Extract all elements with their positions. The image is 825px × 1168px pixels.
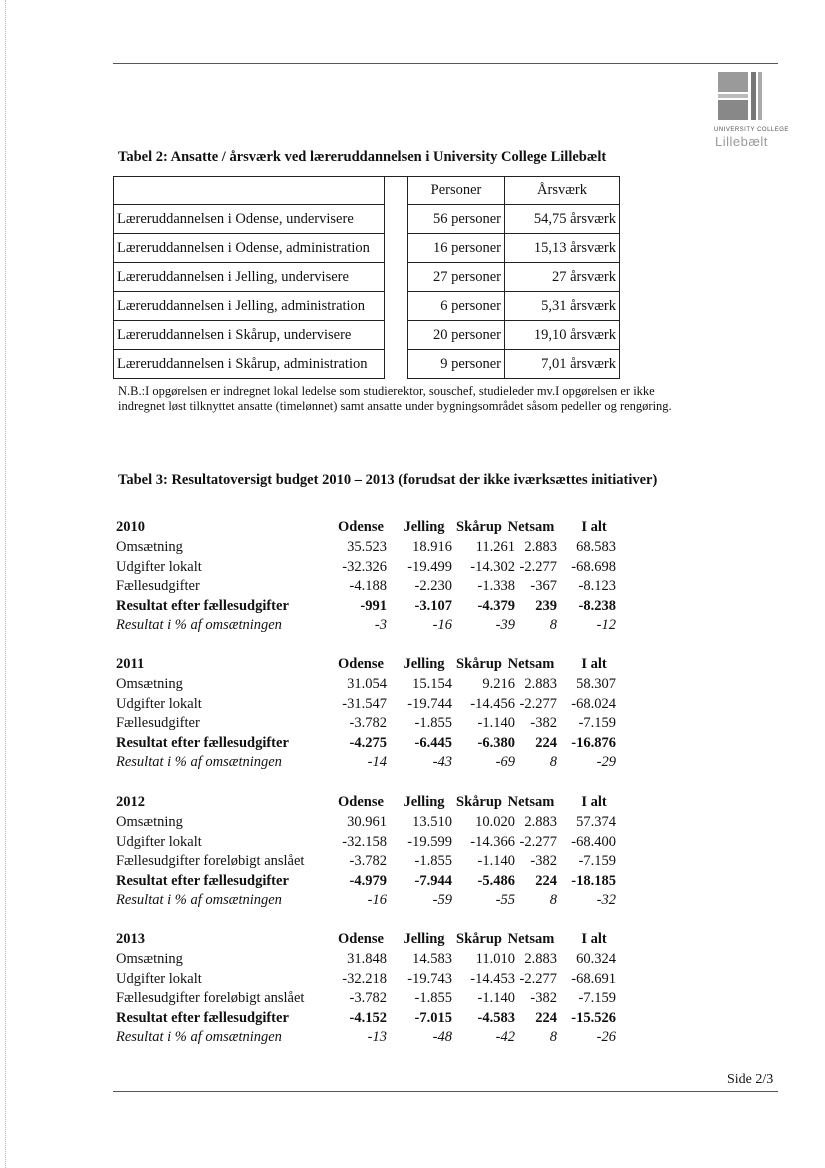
row-persons: 20 personer (408, 321, 505, 350)
column-header: Netsam (507, 656, 555, 672)
table-row (114, 205, 620, 234)
cell-value: -32.158 (342, 833, 387, 850)
cell-value: 60.324 (576, 951, 616, 967)
cell-value: -3.107 (414, 597, 452, 614)
cell-value: -32.326 (342, 558, 387, 575)
table-row (116, 890, 626, 910)
cell-value: -2.277 (519, 970, 557, 987)
table-row (116, 1027, 626, 1047)
table-row (116, 615, 626, 635)
cell-value: -68.024 (571, 695, 616, 712)
table-row (116, 988, 626, 1008)
cell-value: -26 (596, 1029, 616, 1046)
cell-value: -14.453 (470, 970, 515, 987)
row-fte: 5,31 årsværk (505, 292, 620, 321)
cell-value: -68.691 (571, 970, 616, 987)
cell-value: 18.916 (412, 539, 452, 555)
cell-value: -3 (374, 617, 387, 634)
cell-value: -14 (367, 754, 387, 771)
table-row (116, 713, 626, 733)
cell-value: 10.020 (475, 814, 515, 830)
year-header-row (116, 929, 626, 949)
row-fte: 7,01 årsværk (505, 350, 620, 379)
cell-value: -14.302 (470, 558, 515, 575)
row-label: Læreruddannelsen i Skårup, administration (114, 350, 385, 379)
cell-value: 224 (535, 1009, 557, 1026)
header-personer: Personer (408, 177, 505, 205)
cell-value: -16.876 (571, 734, 616, 751)
row-fte: 27 årsværk (505, 263, 620, 292)
year-label: 2011 (116, 656, 145, 672)
row-label: Resultat i % af omsætningen (116, 617, 282, 634)
table-row (116, 557, 626, 577)
column-header: Jelling (403, 931, 445, 947)
cell-value: 8 (549, 892, 557, 909)
column-header: I alt (581, 931, 607, 947)
column-header: Odense (338, 794, 384, 810)
cell-value: -3.782 (349, 990, 387, 1007)
row-label: Udgifter lokalt (116, 970, 202, 987)
cell-value: -2.277 (519, 695, 557, 712)
cell-value: -1.855 (414, 853, 452, 870)
cell-value: 224 (535, 872, 557, 889)
column-header: Skårup (456, 519, 502, 535)
cell-value: -1.338 (477, 578, 515, 595)
row-persons: 9 personer (408, 350, 505, 379)
year-label: 2013 (116, 931, 145, 947)
cell-value: -68.400 (571, 833, 616, 850)
cell-value: -1.140 (477, 853, 515, 870)
cell-value: -69 (495, 754, 515, 771)
cell-value: -1.140 (477, 715, 515, 732)
year-header-row (116, 792, 626, 812)
row-persons: 56 personer (408, 205, 505, 234)
cell-value: 2.883 (524, 814, 557, 830)
row-label: Omsætning (116, 951, 183, 967)
year-label: 2010 (116, 519, 145, 535)
cell-value: -4.152 (349, 1009, 387, 1026)
staff-table (113, 176, 620, 379)
cell-value: -48 (432, 1029, 452, 1046)
row-label: Resultat efter fællesudgifter (116, 597, 289, 614)
table-row (114, 350, 620, 379)
column-header: Jelling (403, 794, 445, 810)
table-row (116, 694, 626, 714)
logo-mark-icon (718, 72, 762, 120)
cell-value: 57.374 (576, 814, 616, 830)
cell-value: -367 (530, 578, 557, 595)
row-label: Fællesudgifter (116, 715, 200, 732)
row-label: Fællesudgifter foreløbigt anslået (116, 990, 305, 1007)
cell-value: 13.510 (412, 814, 452, 830)
cell-value: 14.583 (412, 951, 452, 967)
row-persons: 27 personer (408, 263, 505, 292)
row-label: Fællesudgifter foreløbigt anslået (116, 853, 305, 870)
cell-value: 224 (535, 734, 557, 751)
table-row (116, 537, 626, 557)
row-persons: 6 personer (408, 292, 505, 321)
cell-value: -19.744 (407, 695, 452, 712)
row-label: Omsætning (116, 539, 183, 555)
cell-value: -8.123 (578, 578, 616, 595)
row-fte: 19,10 årsværk (505, 321, 620, 350)
table-row (114, 263, 620, 292)
column-header: I alt (581, 794, 607, 810)
cell-value: -6.380 (477, 734, 515, 751)
cell-value: -382 (530, 990, 557, 1007)
staff-table-header (114, 177, 620, 205)
column-header: I alt (581, 519, 607, 535)
cell-value: 30.961 (347, 814, 387, 830)
cell-value: 239 (535, 597, 557, 614)
row-fte: 54,75 årsværk (505, 205, 620, 234)
cell-value: -4.979 (349, 872, 387, 889)
table-row (114, 292, 620, 321)
page-number: Side 2/3 (727, 1072, 774, 1087)
row-label: Fællesudgifter (116, 578, 200, 595)
row-label: Udgifter lokalt (116, 695, 202, 712)
row-label: Resultat efter fællesudgifter (116, 1009, 289, 1026)
cell-value: -16 (367, 892, 387, 909)
header-blank (114, 177, 385, 205)
row-label: Omsætning (116, 814, 183, 830)
logo-name: Lillebælt (715, 134, 768, 149)
row-label: Udgifter lokalt (116, 558, 202, 575)
cell-value: -2.277 (519, 833, 557, 850)
cell-value: 31.054 (347, 676, 387, 692)
cell-value: 2.883 (524, 539, 557, 555)
cell-value: -7.159 (578, 715, 616, 732)
column-header: Odense (338, 931, 384, 947)
table2-note: N.B.:I opgørelsen er indregnet lokal ledelse som studierektor, souschef, studieleder mv.I opgørelsen er ikke indregnet løst tilknyttet ansatte (timelønnet) samt ansatte under bygningsområdet såsom pedeller og rengøring. (118, 384, 672, 413)
column-header: Skårup (456, 656, 502, 672)
cell-value: -2.277 (519, 558, 557, 575)
cell-value: -4.275 (349, 734, 387, 751)
cell-value: 11.010 (475, 951, 515, 967)
cell-value: -3.782 (349, 853, 387, 870)
table-row (116, 949, 626, 969)
column-header: Netsam (507, 931, 555, 947)
logo-subtitle: UNIVERSITY COLLEGE (714, 127, 789, 133)
cell-value: -15.526 (571, 1009, 616, 1026)
year-label: 2012 (116, 794, 145, 810)
row-label: Læreruddannelsen i Jelling, undervisere (114, 263, 385, 292)
column-header: I alt (581, 656, 607, 672)
ucl-logo (712, 72, 789, 152)
row-label: Læreruddannelsen i Odense, undervisere (114, 205, 385, 234)
cell-value: -1.855 (414, 990, 452, 1007)
row-label: Læreruddannelsen i Odense, administration (114, 234, 385, 263)
table-row (116, 1008, 626, 1028)
row-label: Læreruddannelsen i Skårup, undervisere (114, 321, 385, 350)
cell-value: -12 (596, 617, 616, 634)
table-row (114, 234, 620, 263)
row-label: Resultat efter fællesudgifter (116, 872, 289, 889)
cell-value: 58.307 (576, 676, 616, 692)
header-aarsvaerk: Årsværk (505, 177, 620, 205)
row-label: Resultat i % af omsætningen (116, 1029, 282, 1046)
row-label: Læreruddannelsen i Jelling, administration (114, 292, 385, 321)
cell-value: -19.499 (407, 558, 452, 575)
cell-value: 35.523 (347, 539, 387, 555)
table-row (116, 969, 626, 989)
cell-value: -5.486 (477, 872, 515, 889)
column-header: Netsam (507, 794, 555, 810)
cell-value: -39 (495, 617, 515, 634)
row-label: Udgifter lokalt (116, 833, 202, 850)
column-header: Odense (338, 656, 384, 672)
cell-value: 15.154 (412, 676, 452, 692)
cell-value: -7.159 (578, 990, 616, 1007)
cell-value: -42 (495, 1029, 515, 1046)
cell-value: -6.445 (414, 734, 452, 751)
year-header-row (116, 654, 626, 674)
cell-value: -55 (495, 892, 515, 909)
cell-value: 8 (549, 754, 557, 771)
row-label: Resultat efter fællesudgifter (116, 734, 289, 751)
cell-value: -31.547 (342, 695, 387, 712)
cell-value: -382 (530, 853, 557, 870)
row-label: Resultat i % af omsætningen (116, 754, 282, 771)
table-row (116, 812, 626, 832)
column-header: Skårup (456, 794, 502, 810)
cell-value: -4.188 (349, 578, 387, 595)
column-header: Odense (338, 519, 384, 535)
table-row (116, 576, 626, 596)
cell-value: -68.698 (571, 558, 616, 575)
cell-value: 68.583 (576, 539, 616, 555)
table-row (116, 752, 626, 772)
footer-rule (113, 1091, 778, 1092)
cell-value: -3.782 (349, 715, 387, 732)
cell-value: -1.855 (414, 715, 452, 732)
cell-value: 8 (549, 617, 557, 634)
row-persons: 16 personer (408, 234, 505, 263)
cell-value: -18.185 (571, 872, 616, 889)
row-label: Resultat i % af omsætningen (116, 892, 282, 909)
table-row (116, 733, 626, 753)
cell-value: 31.848 (347, 951, 387, 967)
cell-value: -4.583 (477, 1009, 515, 1026)
table2-title: Tabel 2: Ansatte / årsværk ved læreruddannelsen i University College Lillebælt (118, 149, 607, 165)
cell-value: 8 (549, 1029, 557, 1046)
cell-value: -29 (596, 754, 616, 771)
cell-value: -991 (360, 597, 387, 614)
table-row (116, 871, 626, 891)
cell-value: 2.883 (524, 951, 557, 967)
cell-value: -19.743 (407, 970, 452, 987)
cell-value: -43 (432, 754, 452, 771)
cell-value: -13 (367, 1029, 387, 1046)
table-row (116, 596, 626, 616)
table-row (116, 674, 626, 694)
cell-value: 2.883 (524, 676, 557, 692)
cell-value: -14.456 (470, 695, 515, 712)
cell-value: -7.159 (578, 853, 616, 870)
page-edge (5, 0, 6, 1168)
cell-value: -16 (432, 617, 452, 634)
table-row (116, 832, 626, 852)
cell-value: -7.944 (414, 872, 452, 889)
cell-value: -32.218 (342, 970, 387, 987)
cell-value: -2.230 (414, 578, 452, 595)
table-row (114, 321, 620, 350)
cell-value: -7.015 (414, 1009, 452, 1026)
column-header: Netsam (507, 519, 555, 535)
cell-value: -4.379 (477, 597, 515, 614)
cell-value: -1.140 (477, 990, 515, 1007)
cell-value: -382 (530, 715, 557, 732)
cell-value: 11.261 (475, 539, 515, 555)
column-header: Skårup (456, 931, 502, 947)
cell-value: -19.599 (407, 833, 452, 850)
cell-value: 9.216 (482, 676, 515, 692)
year-header-row (116, 517, 626, 537)
cell-value: -32 (596, 892, 616, 909)
row-fte: 15,13 årsværk (505, 234, 620, 263)
table-row (116, 851, 626, 871)
cell-value: -8.238 (578, 597, 616, 614)
column-header: Jelling (403, 519, 445, 535)
column-header: Jelling (403, 656, 445, 672)
cell-value: -59 (432, 892, 452, 909)
header-rule (113, 63, 778, 64)
row-label: Omsætning (116, 676, 183, 692)
cell-value: -14.366 (470, 833, 515, 850)
table3-title: Tabel 3: Resultatoversigt budget 2010 – 2013 (forudsat der ikke iværksættes initiativer) (118, 472, 658, 488)
